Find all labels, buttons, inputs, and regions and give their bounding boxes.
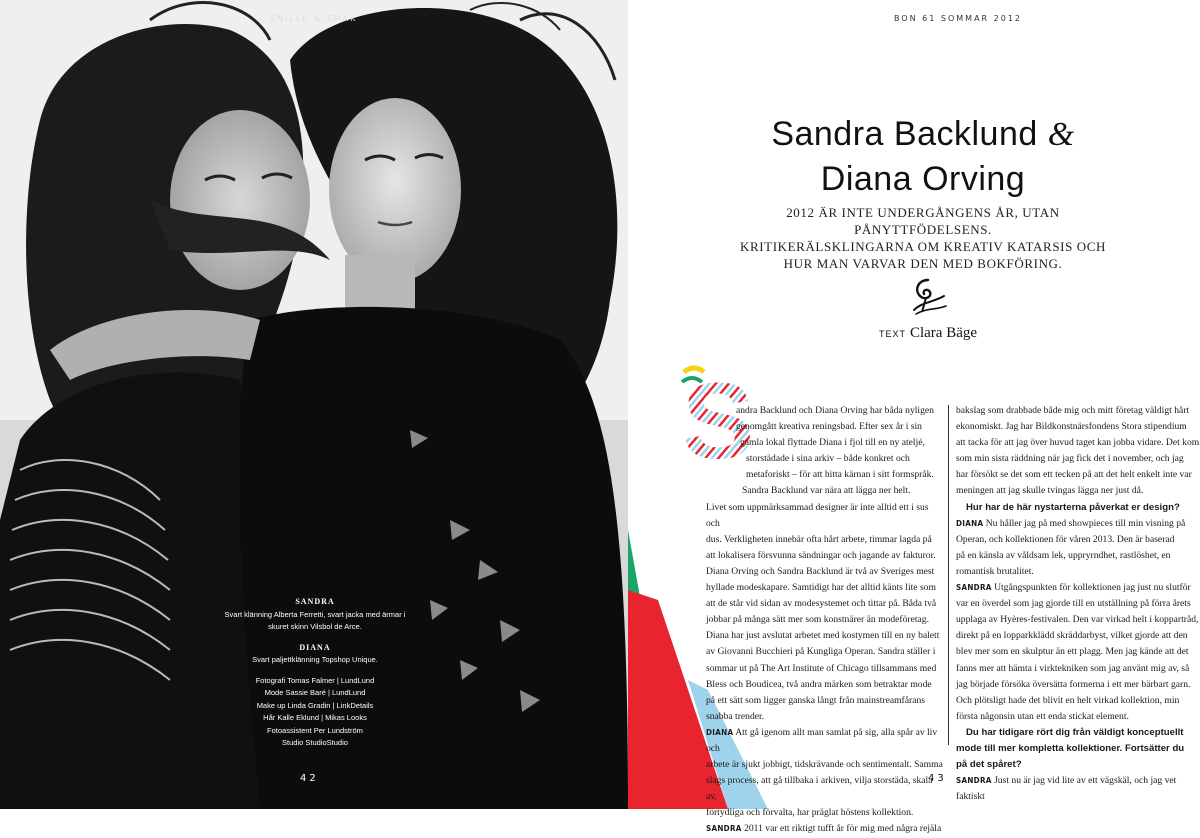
body-line [956,516,1200,532]
body-line: Diana har just avslutat arbetet med kostymen till en ny balett [706,630,940,642]
article-subtitle [728,204,1118,272]
credit-staff-line: Make up Linda Gradin | LinkDetails [256,700,374,710]
title-line1: Sandra Backlund [771,115,1038,153]
article-column-1 [706,403,944,838]
body-line: andra Backlund och Diana Orving har båda nyligen [736,405,934,416]
body-line: romantisk brutalitet. [956,565,1034,577]
body-line: av Giovanni Bucchieri på Kungliga Operan. Sandra ställer i [706,646,936,658]
speaker-label: SANDRA [956,583,992,593]
speaker-label: SANDRA [956,776,992,786]
credit-staff-line: Mode Sassie Baré | LundLund [264,688,366,697]
interview-question: Du har tidigare rört dig från väldigt konceptuellt [966,726,1184,738]
body-line: storstädade i sina arkiv – både konkret och [746,453,910,465]
body-line: förtydliga och förvalta, har präglat höstens kollektion. [706,807,914,819]
right-kicker: BON 61 SOMMAR 2012 [894,14,1023,23]
body-line [706,821,944,837]
body-line: att lokalisera försvunna sändningar och jagande av fakturor. [706,549,936,561]
body-line: att tacka för att jag över huvud taget kan jobba vidare. Det kom [956,437,1200,449]
credit-staff-line: Hår Kalle Eklund | Mikas Looks [263,713,367,722]
body-line: Bless och Boudicea, två andra märken som betraktar mode [706,678,932,690]
body-line [956,580,1200,596]
credit-staff-line: Fotoassistent Per Lundström [267,725,363,735]
subtitle-line: 2012 ÄR INTE UNDERGÅNGENS ÅR, UTAN PÅNYTTFÖDELSENS. [786,205,1060,237]
body-line: på ett sätt som ligger ganska långt från mainstreamfårans [706,694,925,706]
body-line: Diana Orving och Sandra Backlund är två av Sveriges mest [706,565,935,577]
body-line: jag började försöka översätta formerna i ett mer bärbart garn. [956,678,1191,690]
flourish-emblem-icon [906,276,950,320]
body-line: på en känsla av våldsam lek, uppryrndhet, rastlöshet, en [956,549,1171,561]
credit-diana-label: DIANA [299,642,331,652]
credit-staff-line: Fotografi Tomas Falmer | LundLund [255,675,375,685]
body-line: sommar ut på The Art Institute of Chicago tillsammans med [706,662,937,674]
body-text: Just nu är jag vid lite av ett vägskäl, och jag vet faktiskt [956,775,1177,803]
article-title [728,112,1118,201]
drop-cap-glyph: S [682,360,755,481]
interview-question: Hur har de här nystarterna påverkat er design? [966,501,1180,513]
body-text: 2011 var ett riktigt tufft år för mig med några rejäla [741,823,942,835]
body-text: Utgångspunkten för kollektionen jag just nu slutför [991,582,1191,594]
subtitle-line: KRITIKERÄLSKLINGARNA OM KREATIV KATARSIS OCH [739,239,1107,254]
body-line [706,725,944,757]
body-line: var en överdel som jag gjorde till en utställning på förra årets [956,598,1191,610]
body-line: snabba trender. [706,710,765,722]
speaker-label: SANDRA [706,824,742,834]
body-text: Att gå igenom allt man samlat på sig, alla spår av liv och [706,726,938,754]
left-kicker: SNILLE & SMAK [270,14,358,23]
left-page-number: 42 [300,773,319,784]
body-line: dus. Verkligheten innebär ofta hårt arbete, timmar lagda på [706,533,932,545]
credit-sandra-line2: skuret skinn Vilsbol de Arce. [268,622,362,631]
photo-credits [180,596,450,750]
body-line: gamla lokal flyttade Diana i fjol till en ny ateljé, [740,437,925,449]
body-line: som min sista räddning när jag fick det i november, och jag [956,453,1184,465]
body-line: Livet som uppmärksammad designer är inte alltid ett i sus och [706,501,929,529]
body-line [956,773,1200,805]
body-line: bakslag som drabbade både mig och mitt företag väldigt hårt [956,405,1190,416]
right-page [628,0,1200,835]
body-line: slags process, att gå tillbaka i arkiven, vilja storstäda, skala av, [706,775,933,803]
byline [828,324,1028,342]
speaker-label: DIANA [706,727,734,737]
body-line: Sandra Backlund var nära att lägga ner helt. [742,485,911,497]
credit-staff-line: Studio StudioStudio [282,738,348,747]
interview-question: mode till mer kompletta kollektioner. Fortsätter du [956,742,1185,754]
body-line: Och plötsligt hade det blivit en helt virkad kollektion, min [956,694,1180,706]
credit-diana-line1: Svart paljettklänning Topshop Unique. [252,655,378,664]
credit-sandra-line1: Svart klänning Alberta Ferretti, svart jacka med ärmar i [224,609,406,619]
byline-author: Clara Bäge [909,325,978,341]
body-line: direkt på en lopparkklädd skräddarbyst, vilket gjorde att den [956,630,1188,642]
body-line: genomgått kreativa reningsbad. Efter sex år i sin [736,421,922,433]
right-page-number: 43 [928,773,947,784]
column-divider [948,405,949,745]
title-ampersand: & [1047,116,1075,153]
body-line: blev mer som en skulptur än ett plagg. Men jag kände att det [956,646,1189,658]
body-line: Operan, och kollektionen för våren 2013. Den är baserad [956,533,1175,545]
speaker-label: DIANA [956,518,984,528]
body-line: första någonsin utan ett enda stickat element. [956,710,1129,722]
subtitle-line: HUR MAN VARVAR DEN MED BOKFÖRING. [783,256,1063,271]
body-line: har försökt se det som ett tecken på att det helt enkelt inte var [956,469,1192,481]
body-line: upplaga av Hyères-festivalen. Den var virkad helt i koppartråd, [956,614,1199,626]
credit-sandra-label: SANDRA [295,597,335,606]
byline-label: TEXT [878,329,906,339]
body-line: att de står vid sidan av modesystemet och tittar på. Båda två [706,598,937,610]
body-text: Nu håller jag på med showpieces till min visning på [983,517,1186,529]
body-line: arbete är sjukt jobbigt, tidskrävande och sentimentalt. Samma [706,759,943,771]
body-line: fanns mer att hämta i virktekniken som jag använt mig av, så [956,662,1190,674]
body-line: meningen att jag skulle tvingas lägga ner just då. [956,485,1144,497]
title-line2: Diana Orving [820,160,1026,198]
body-line: jobbar på många sätt mer som konstnärer än modeföretag. [706,614,929,626]
interview-question: på det spåret? [956,759,1022,771]
article-column-2 [956,403,1200,805]
body-line: hyllade modeskapare. Samtidigt har det alltid känts lite som [706,582,936,594]
body-line: metaforiskt – för att hitta kärnan i sitt formspråk. [746,469,934,481]
body-line: ekonomiskt. Jag har Bildkonstnärsfondens Stora stipendium [956,421,1187,433]
